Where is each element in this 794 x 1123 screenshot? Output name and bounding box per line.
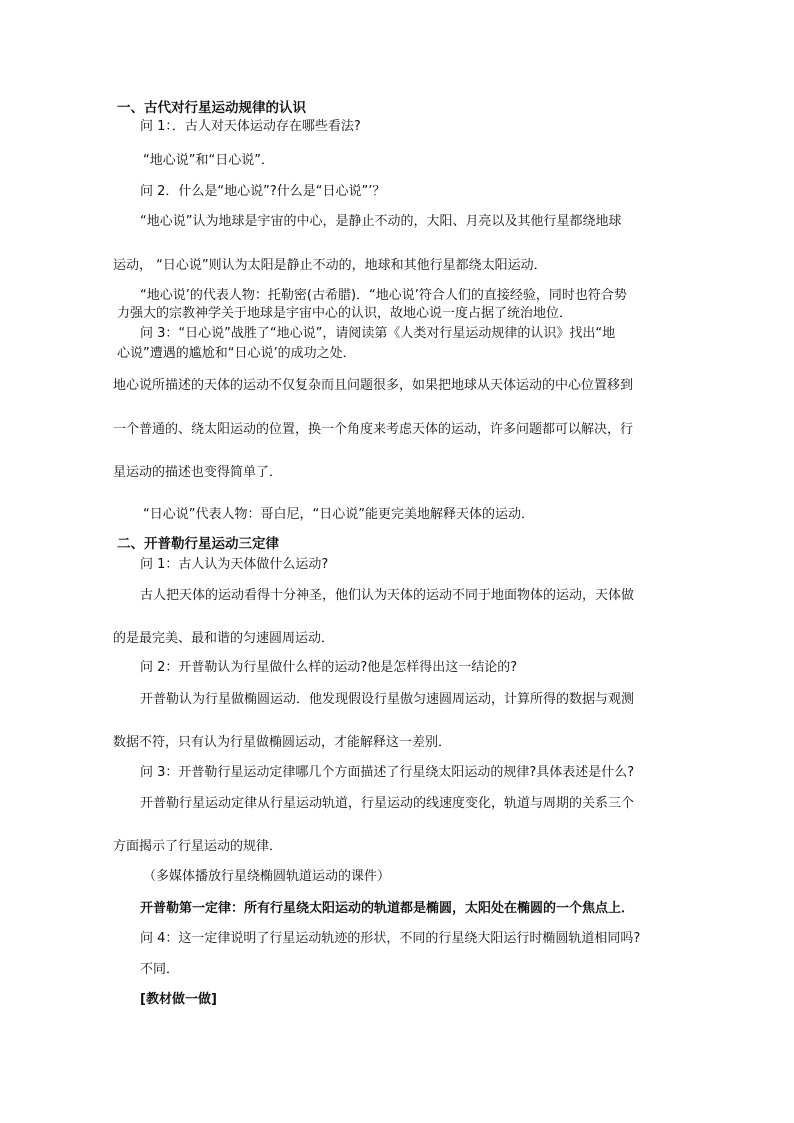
rixin-paragraph: “日心说”代表人物：哥白尼，“日心说”能更完美地解释天体的运动． [143,507,534,522]
section2-answer-4: 不同． [140,962,180,977]
section2-question-1: 问 1：古人认为天体做什么运动? [140,557,329,572]
section2-answer-3-line-1: 开普勒行星运动定律从行星运动轨道，行星运动的线速度变化，轨道与周期的关系三个 [140,796,635,811]
section2-answer-2-line-1: 开普勒认为行星做椭圆运动．他发现假设行星傲匀速圆周运动，计算所得的数据与观测 [140,692,635,707]
answer-3-line-2: 一个普通的、绕太阳运动的位置，换一个角度来考虑天体的运动，许多问题都可以解决，行 [113,422,634,437]
section2-question-3: 问 3：开普勒行星运动定律哪几个方面描述了行星绕太阳运动的规律?具体表述是什么? [140,765,635,780]
answer-3-line-3: 星运动的描述也变得简单了． [113,465,283,480]
section2-question-4: 问 4：这一定律说明了行星运动轨迹的形状，不同的行星绕大阳运行时椭圆轨道相同吗? [140,931,641,946]
kepler-first-law: 开普勒第一定律：所有行星绕太阳运动的轨道都是椭圆，太阳处在椭圆的一个焦点上． [140,901,635,916]
multimedia-note: （多媒体播放行星绕椭圆轨道运动的课件） [143,869,391,884]
answer-1: “地心说”和“日心说”． [143,153,274,168]
section2-heading: 二、开普勒行星运动三定律 [117,536,279,552]
answer-2-line-1: “地心说”认为地球是宇宙的中心，是静止不动的，大阳、月亮以及其他行星都绕地球 [140,214,622,229]
section2-answer-2-line-2: 数据不符，只有认为行星做椭圆运动，才能解释这一差别． [113,735,452,750]
question-1: 问 1：．古人对天体运动存在哪些看法? [140,119,361,134]
dixin-paragraph-line-1: “地心说’的代表人物：托勒密(古希腊)．“地心说’符合人们的直接经验，同时也符合势 [140,288,627,303]
textbook-activity-heading: [教材做一做] [140,992,217,1007]
answer-3-line-1: 地心说所描述的天体的运动不仅复杂而且问题很多，如果把地球从天体运动的中心位置移到 [113,378,634,393]
section2-answer-1-line-2: 的是最完美、最和谐的匀速圆周运动． [113,631,335,646]
section1-heading: 一、古代对行星运动规律的认识 [117,100,306,116]
section2-question-2: 问 2：开普勒认为行星做什么样的运动?他是怎样得出这一结论的? [140,660,518,675]
section2-answer-3-line-2: 方面揭示了行星运动的规律． [113,839,283,854]
question-3-line-2: 心说”遭遇的尴尬和“日心说’的成功之处． [117,346,356,361]
dixin-paragraph-line-2: 力强大的宗教神学关于地球是宇宙中心的认识，故地心说一度占据了统治地位． [117,306,573,321]
section2-answer-1-line-1: 古人把天体的运动看得十分神圣，他们认为天体的运动不同于地面物体的运动，天体做 [140,588,635,603]
question-2: 问 2．什么是“地心说”?什么是“日心说”’？ [140,184,386,199]
answer-2-line-2: 运动， “日心说”则认为太阳是静止不动的，地球和其他行星都绕太阳运动． [113,258,547,273]
question-3-line-1: 问 3：“日心说”战胜了“地心说”，请阅读第《人类对行星运动规律的认识》找出“地 [140,326,616,341]
